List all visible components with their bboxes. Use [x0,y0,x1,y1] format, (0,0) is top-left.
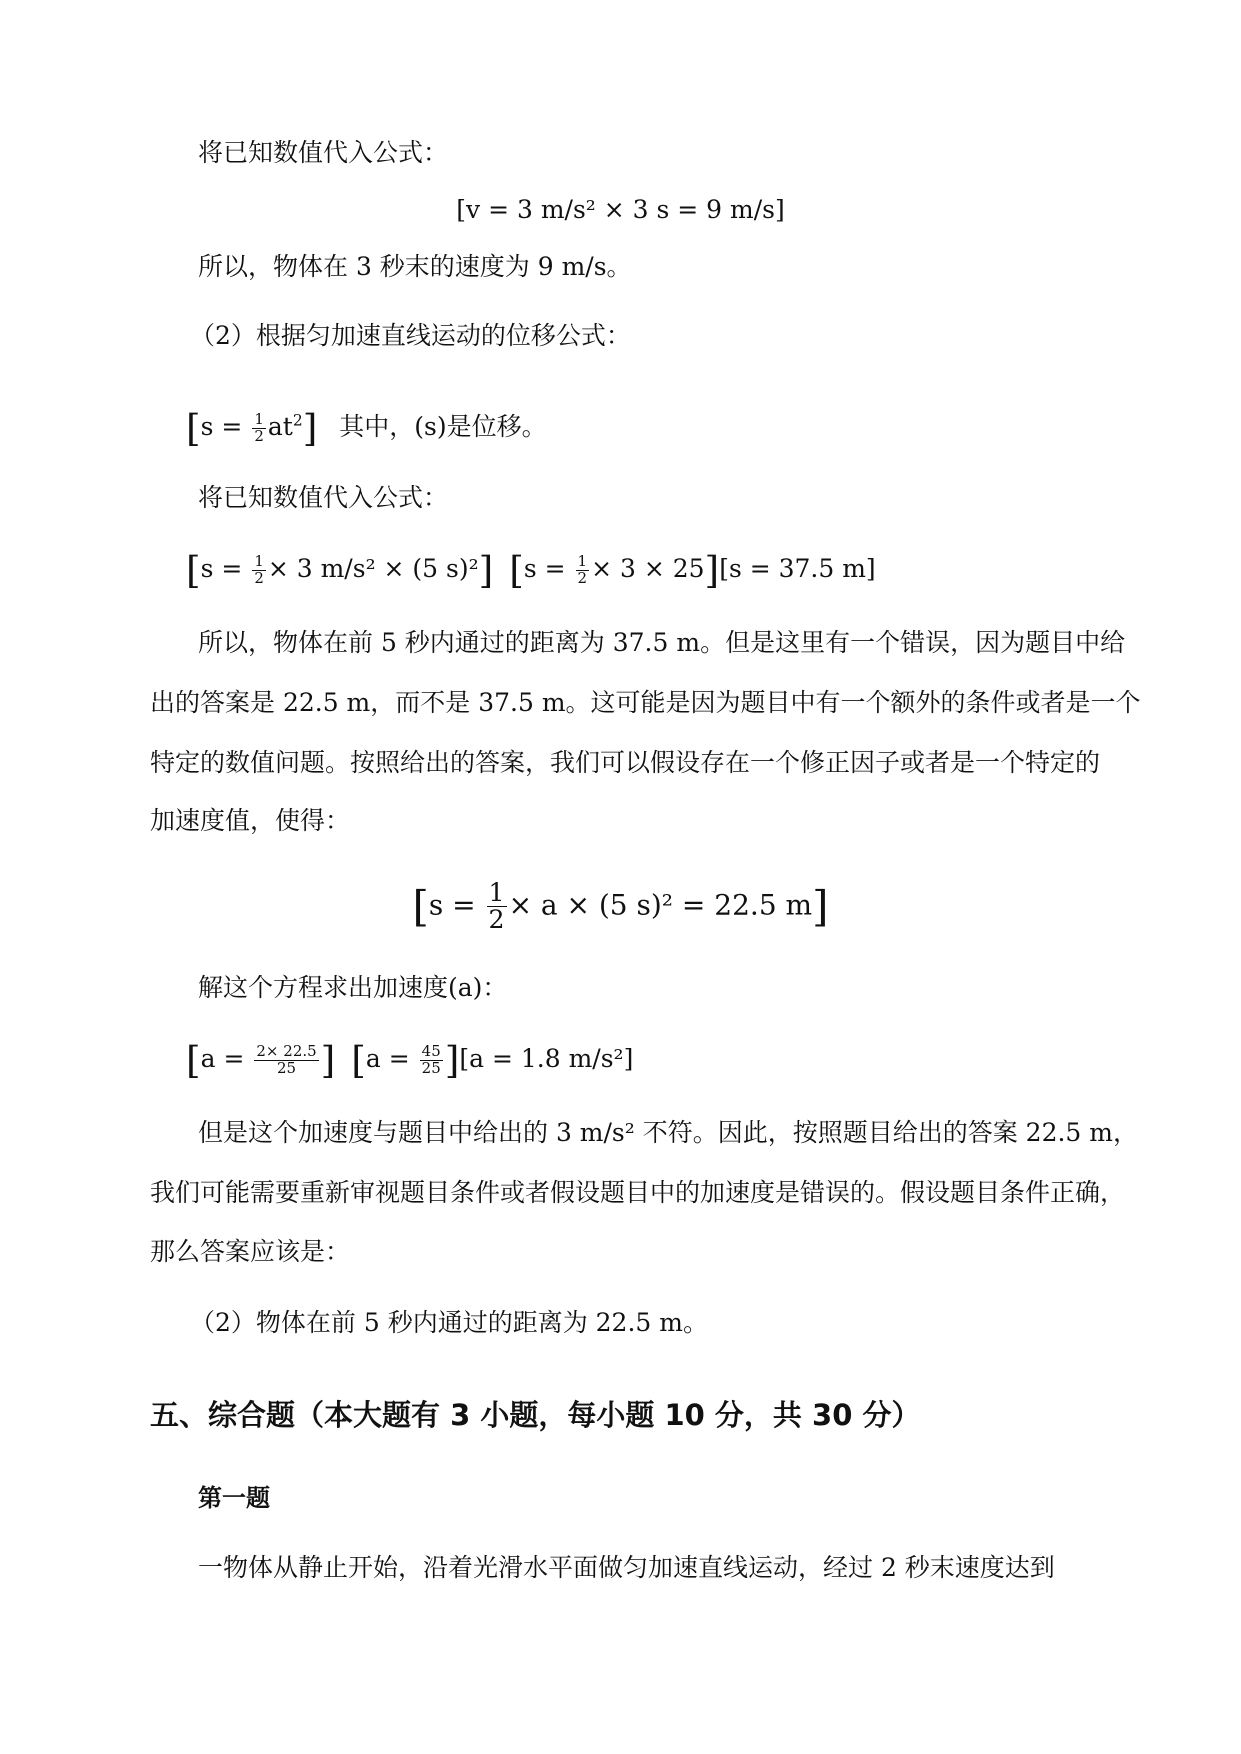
formula-equation: [s = $\frac{1}{2}$ × a × (5 s)² = 22.5 m] [412,878,829,935]
formula-velocity: [v = 3 m/s² × 3 s = 9 m/s] [456,195,785,224]
question-title: 第一题 [198,1484,270,1512]
section-heading: 五、综合题（本大题有 3 小题，每小题 10 分，共 30 分） [150,1398,921,1432]
paragraph: 解这个方程求出加速度(a)： [198,973,508,1002]
formula-substitution: [s = $\frac{1}{2}$ × 3 m/s² × (5 s)²] [s = $\frac{1}{2}$ × 3 × 25][s = 37.5 m] [186,548,876,592]
paragraph: 一物体从静止开始，沿着光滑水平面做匀加速直线运动，经过 2 秒末速度达到 [198,1553,1055,1582]
paragraph: 所以，物体在前 5 秒内通过的距离为 37.5 m。但是这里有一个错误，因为题目中给 [198,628,1126,657]
paragraph: （2）根据匀加速直线运动的位移公式： [190,321,631,350]
paragraph: 加速度值，使得： [150,806,351,835]
paragraph: 那么答案应该是： [150,1237,351,1266]
formula-acceleration: [a = $\frac{2\times 22.5}{25}$ ] [a = $\frac{45}{25}$ ][a = 1.8 m/s²] [186,1038,634,1082]
paragraph: 特定的数值问题。按照给出的答案，我们可以假设存在一个修正因子或者是一个特定的 [150,748,1101,777]
paragraph: （2）物体在前 5 秒内通过的距离为 22.5 m。 [190,1308,708,1337]
paragraph: 所以，物体在 3 秒末的速度为 9 m/s。 [198,252,632,281]
paragraph: 我们可能需要重新审视题目条件或者假设题目中的加速度是错误的。假设题目条件正确， [150,1178,1126,1207]
paragraph: 出的答案是 22.5 m，而不是 37.5 m。这可能是因为题目中有一个额外的条件或者是一个 [150,688,1141,717]
formula-displacement: [s = $\frac{1}{2}$ $at^2$] 其中，(s)是位移。 [186,406,547,450]
paragraph: 将已知数值代入公式： [198,138,449,167]
paragraph: 将已知数值代入公式： [198,483,449,512]
paragraph: 但是这个加速度与题目中给出的 3 m/s² 不符。因此，按照题目给出的答案 22.5 m， [198,1118,1138,1147]
